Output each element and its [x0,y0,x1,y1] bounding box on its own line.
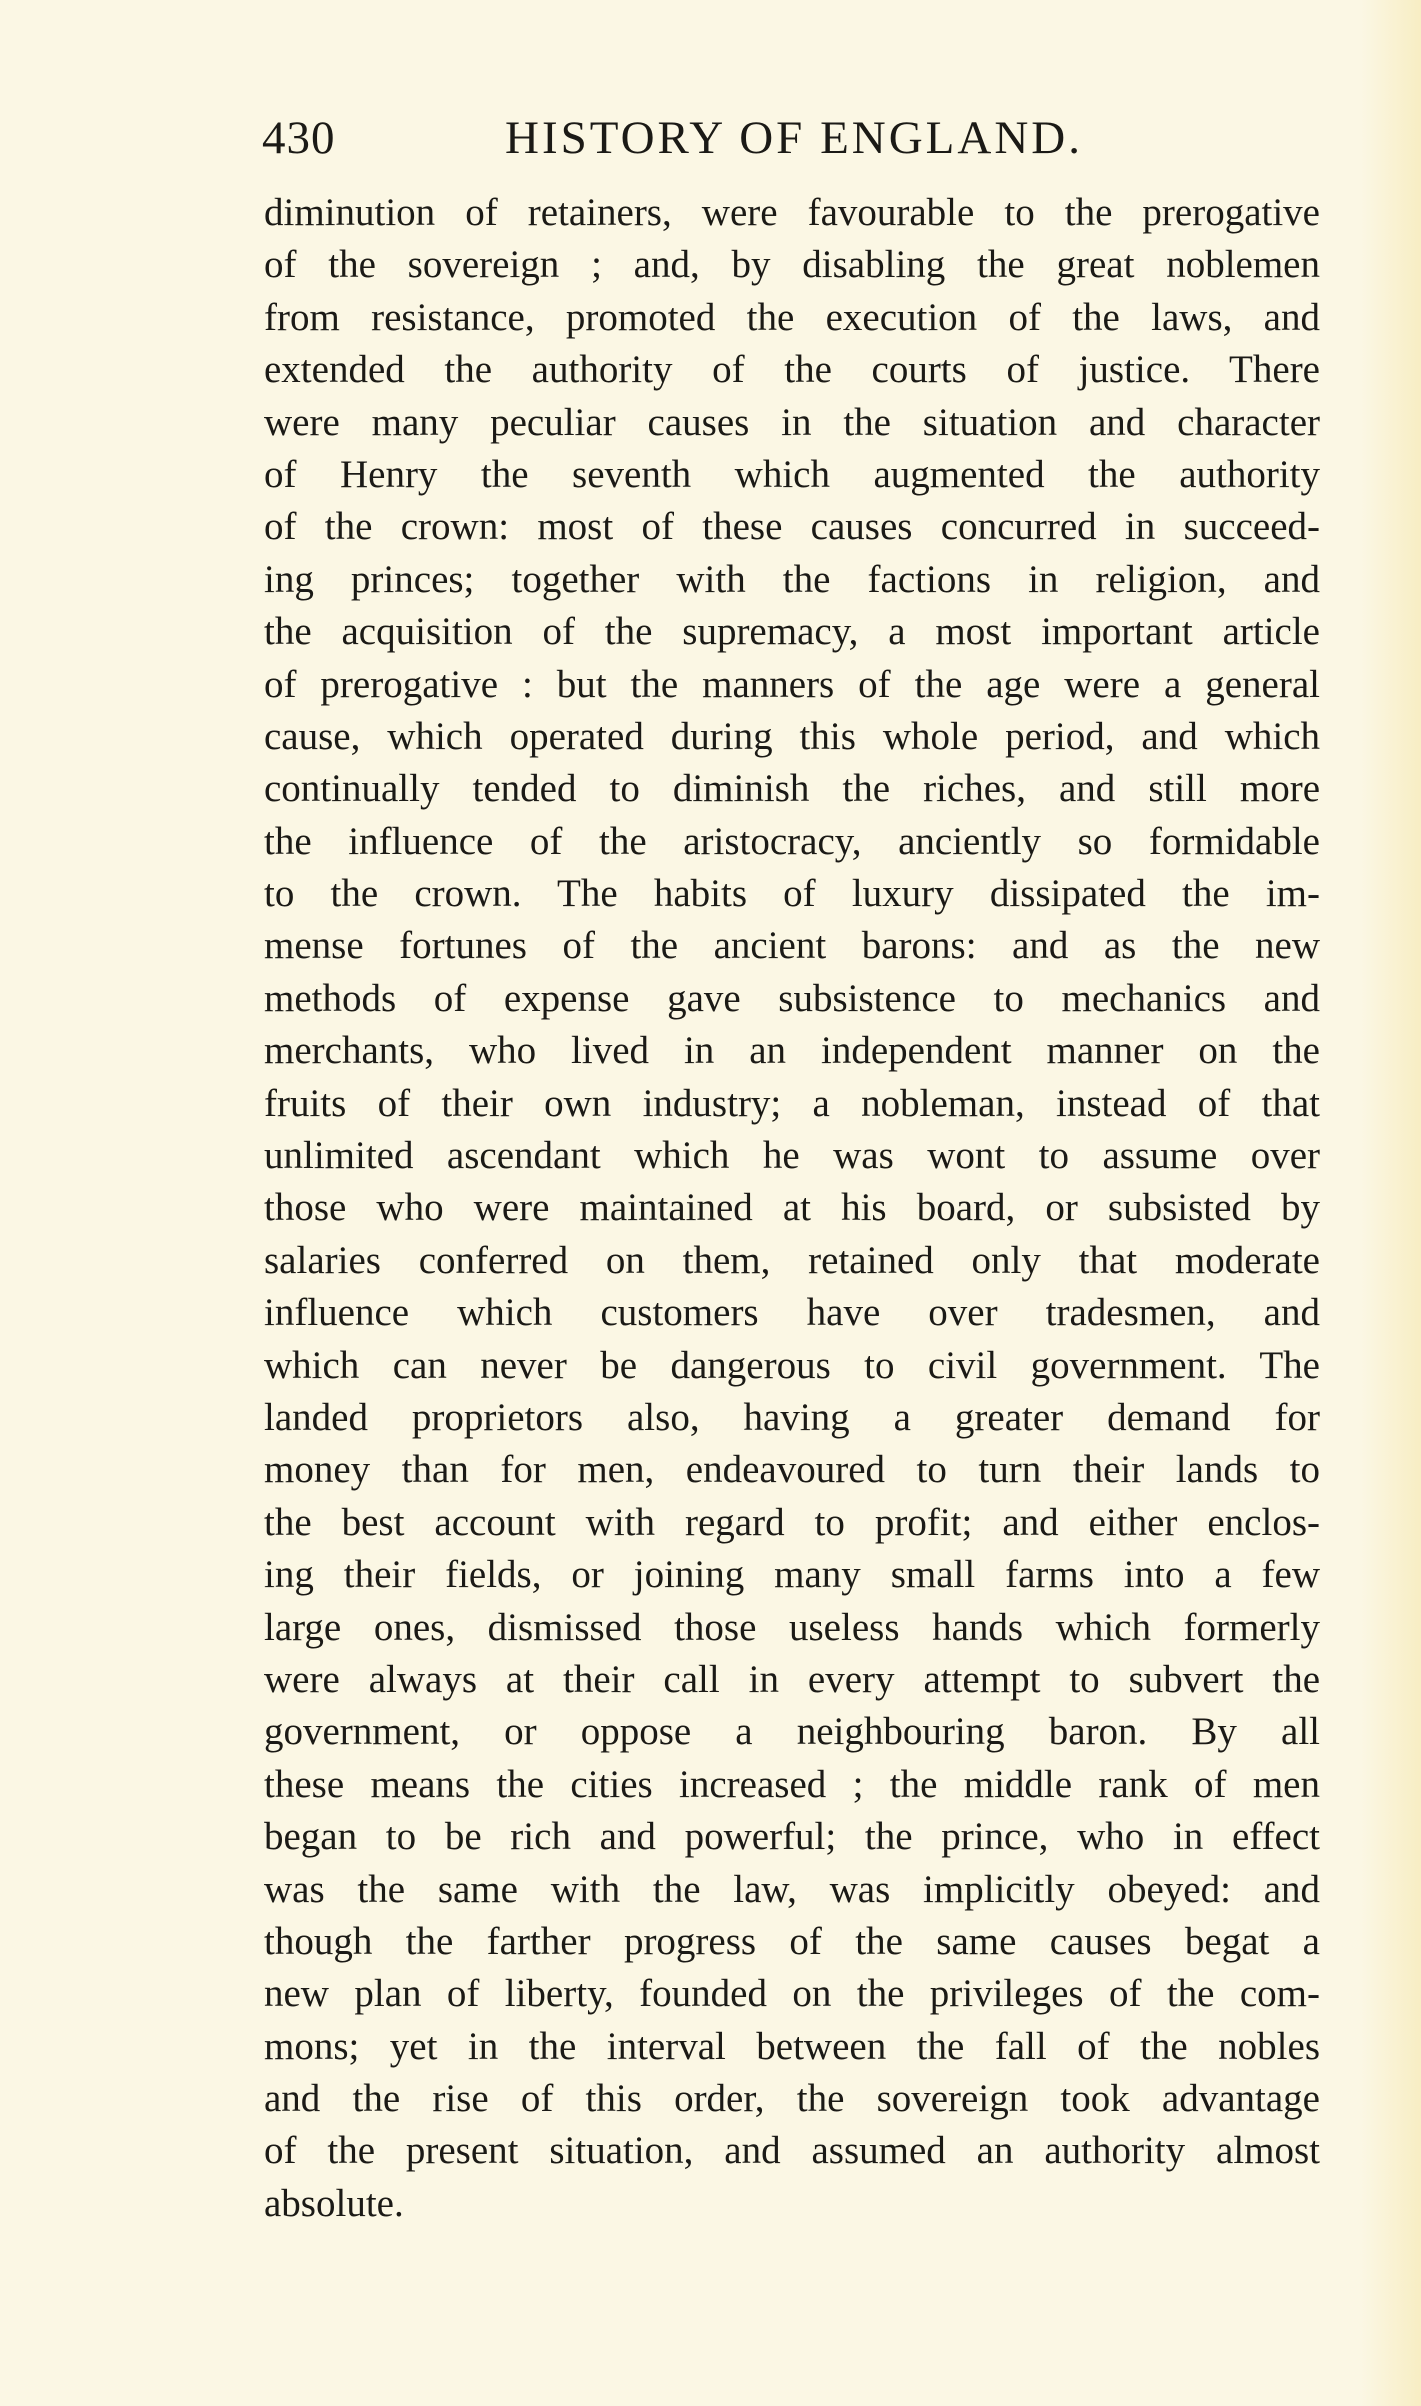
text-line: the best account with regard to profit; and either enclos- [264,1500,1320,1544]
text-line: the influence of the aristocracy, anciently so formidable [264,819,1320,863]
text-line: continually tended to diminish the riches, and still more [264,767,1320,811]
text-line: new plan of liberty, founded on the privileges of the com- [264,1972,1320,2016]
text-line: was the same with the law, was implicitly obeyed: and [264,1867,1320,1911]
running-header [262,108,1322,168]
running-title: HISTORY OF ENGLAND. [505,112,1083,164]
text-line: landed proprietors also, having a greater demand for [264,1395,1320,1439]
text-line: diminution of retainers, were favourable to the prerogative [264,191,1320,234]
text-line: of the present situation, and assumed an authority almost [264,2129,1320,2173]
page-number: 430 [262,112,336,164]
text-line: were always at their call in every attempt to subvert the [264,1657,1320,1701]
text-line: of the sovereign ; and, by disabling the great noblemen [264,243,1320,287]
text-line: fruits of their own industry; a nobleman, instead of that [264,1081,1320,1125]
text-line: these means the cities increased ; the middle rank of men [264,1762,1320,1806]
text-line: of Henry the seventh which augmented the authority [264,452,1320,496]
text-line: extended the authority of the courts of justice. There [264,348,1320,392]
text-line: government, or oppose a neighbouring baron. By all [264,1710,1320,1754]
text-line: large ones, dismissed those useless hands which formerly [264,1605,1320,1649]
text-line: money than for men, endeavoured to turn their lands to [264,1448,1320,1492]
text-line: which can never be dangerous to civil government. The [264,1343,1320,1387]
text-line: though the farther progress of the same causes begat a [264,1919,1320,1963]
text-line: cause, which operated during this whole period, and which [264,714,1320,758]
text-line: were many peculiar causes in the situation and character [264,400,1320,444]
text-line: and the rise of this order, the sovereign took advantage [264,2077,1320,2121]
text-line: of prerogative : but the manners of the age were a general [264,662,1320,706]
text-line: those who were maintained at his board, or subsisted by [264,1186,1320,1230]
text-line: ing princes; together with the factions in religion, and [264,557,1320,601]
text-line: influence which customers have over tradesmen, and [264,1291,1320,1335]
text-line-last: absolute. [264,2181,404,2225]
text-line: methods of expense gave subsistence to mechanics and [264,976,1320,1020]
text-line: began to be rich and powerful; the prince, who in effect [264,1815,1320,1859]
text-line: of the crown: most of these causes concurred in succeed- [264,505,1320,549]
text-line: unlimited ascendant which he was wont to assume over [264,1134,1320,1178]
text-line: the acquisition of the supremacy, a most important article [264,610,1320,654]
text-line: to the crown. The habits of luxury dissipated the im- [264,872,1320,916]
page-edge-shading [1361,0,1421,2406]
text-line: from resistance, promoted the execution of the laws, and [264,295,1320,339]
text-line: merchants, who lived in an independent manner on the [264,1029,1320,1073]
text-line: mons; yet in the interval between the fall of the nobles [264,2024,1320,2068]
text-line: mense fortunes of the ancient barons: and as the new [264,924,1320,968]
text-line: salaries conferred on them, retained only that moderate [264,1238,1320,1282]
text-line: ing their fields, or joining many small farms into a few [264,1553,1320,1597]
body-text [264,187,1320,2230]
